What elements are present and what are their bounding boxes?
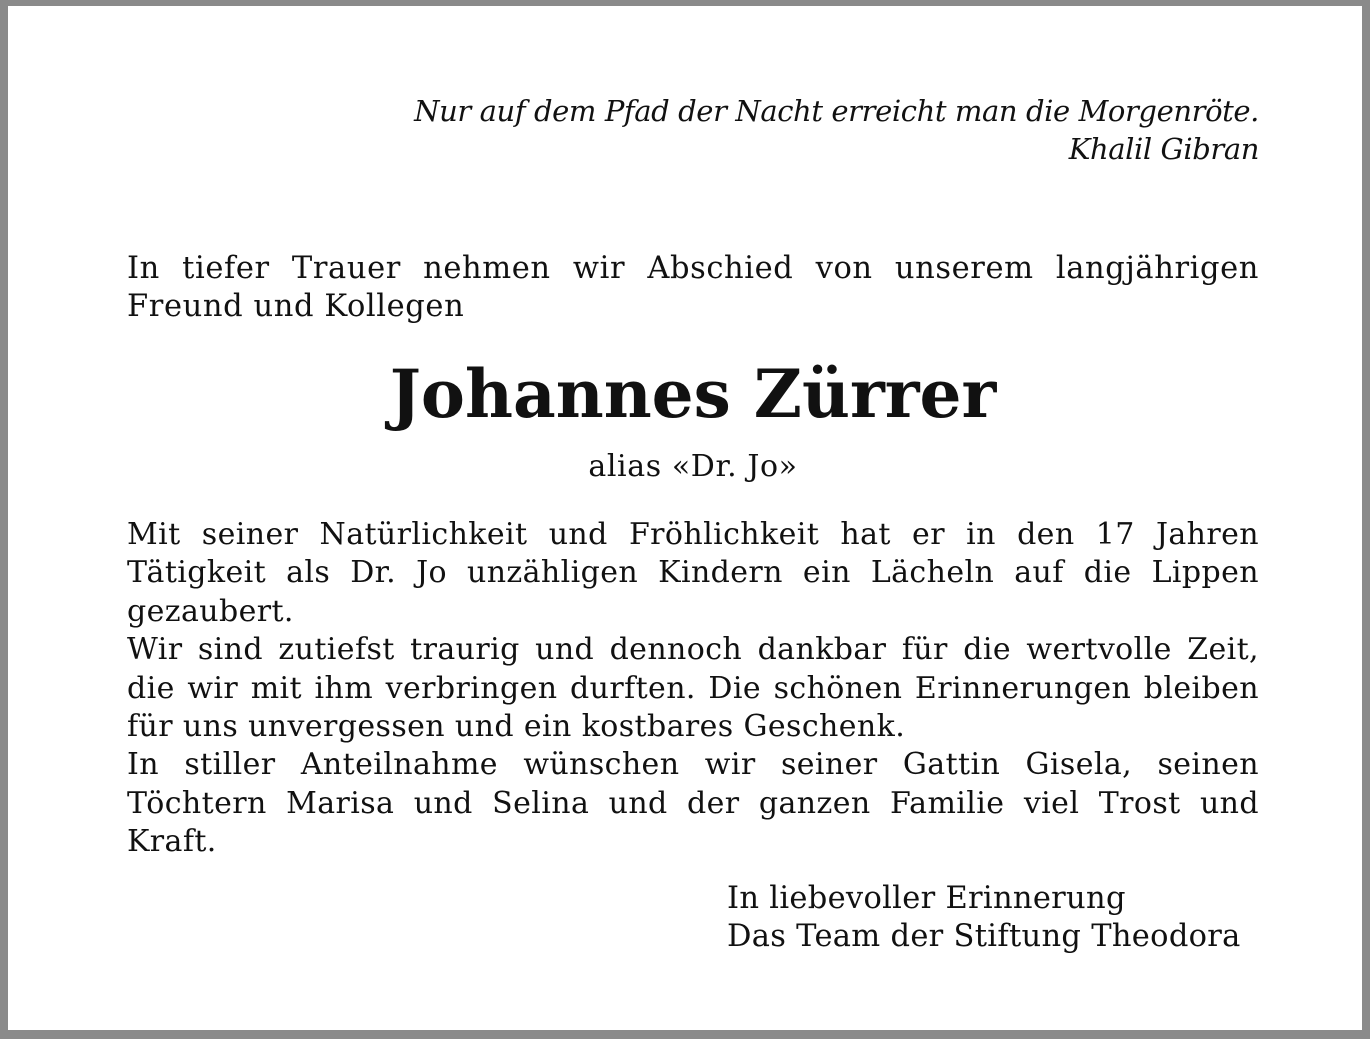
quote-author: Khalil Gibran [1068, 132, 1259, 166]
deceased-alias: alias «Dr. Jo» [588, 449, 798, 484]
body-paragraph: Mit seiner Natürlichkeit und Fröhlichkeit hat er in den 17 Jahren Tätigkeit als Dr. Jo unzähligen Kindern ein Lächeln auf die Lippen gezaubert. [127, 517, 1259, 629]
signature-block [727, 880, 1259, 956]
body-paragraph: In stiller Anteilnahme wünschen wir seiner Gattin Gisela, seinen Töchtern Marisa und Selina und der ganzen Familie viel Trost und Kraft. [127, 747, 1259, 860]
epigraph-quote [127, 92, 1259, 168]
intro-text: In tiefer Trauer nehmen wir Abschied von unserem langjährigen Freund und Kollegen [127, 251, 1259, 324]
obituary-body [127, 516, 1259, 862]
body-paragraph: Wir sind zutiefst traurig und dennoch dankbar für die wertvolle Zeit, die wir mit ihm verbringen durften. Die schönen Erinnerungen bleiben für uns unvergessen und ein kostbares Geschenk. [127, 632, 1259, 745]
signature-line-2: Das Team der Stiftung Theodora [727, 919, 1241, 954]
deceased-name: Johannes Zürrer [389, 355, 997, 433]
signature-line-1: In liebevoller Erinnerung [727, 881, 1126, 916]
quote-text: Nur auf dem Pfad der Nacht erreicht man die Morgenröte. [414, 94, 1259, 128]
